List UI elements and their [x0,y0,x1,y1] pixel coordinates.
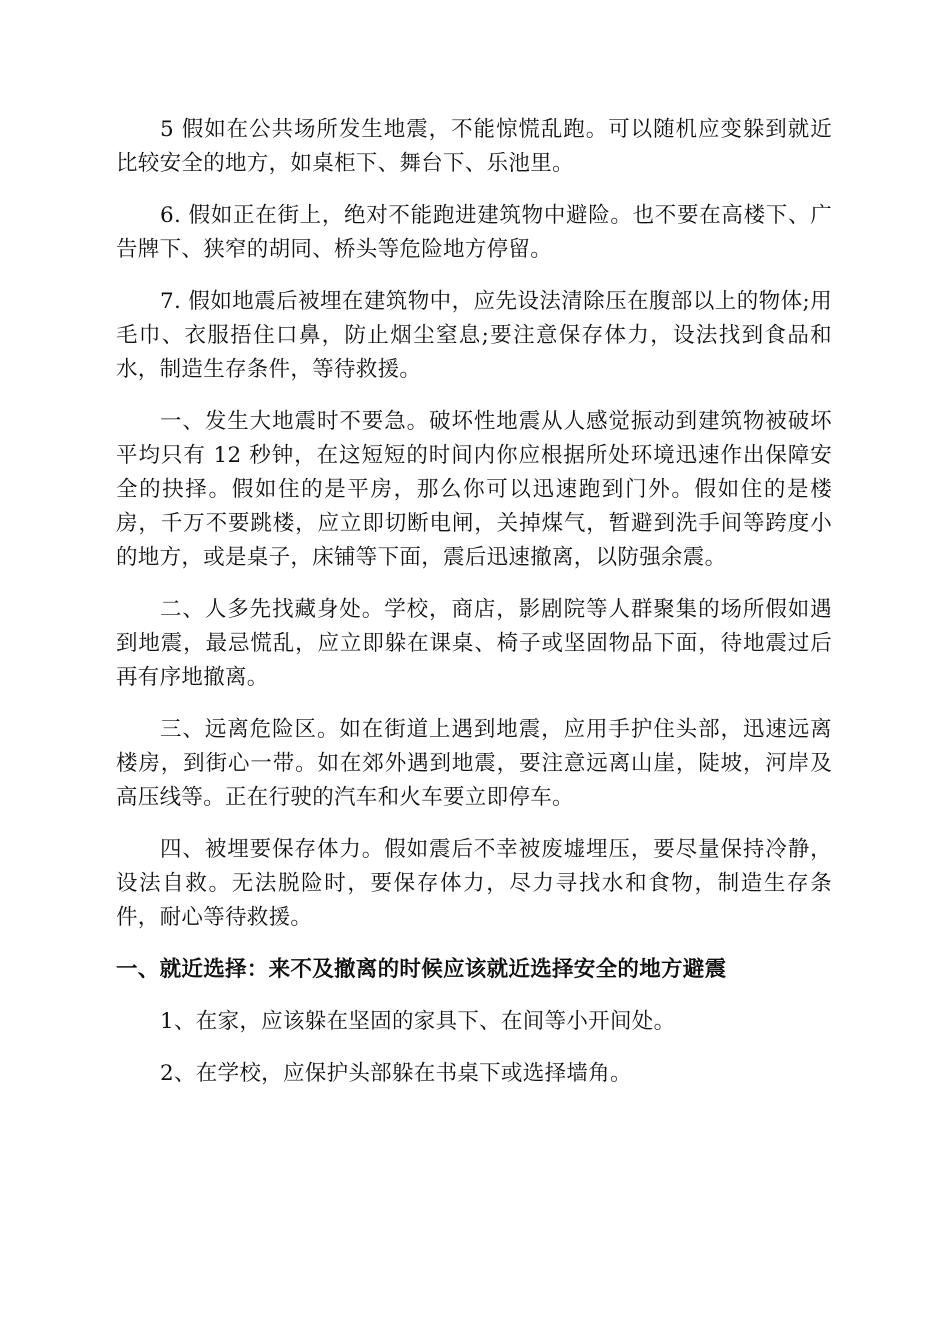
paragraph-buried: 7. 假如地震后被埋在建筑物中，应先设法清除压在腹部以上的物体;用毛巾、衣服捂住口鼻，防止烟尘窒息;要注意保存体力，设法找到食品和水，制造生存条件，等待救援。 [116,289,832,382]
paragraph-on-street: 6. 假如正在街上，绝对不能跑进建筑物中避险。也不要在高楼下、广告牌下、狭窄的胡同、桥头等危险地方停留。 [116,203,832,262]
paragraph-at-home: 1、在家，应该躲在坚固的家具下、在间等小开间处。 [160,1009,676,1034]
paragraph-find-shelter: 二、人多先找藏身处。学校，商店，影剧院等人群聚集的场所假如遇到地震，最忌慌乱，应立即躲在课桌、椅子或坚固物品下面，待地震过后再有序地撤离。 [116,597,832,690]
paragraph-public-place: 5 假如在公共场所发生地震，不能惊慌乱跑。可以随机应变躲到就近比较安全的地方，如桌柜下、舞台下、乐池里。 [116,117,832,176]
document-page [116,113,832,1109]
section-heading: 一、就近选择：来不及撤离的时候应该就近选择安全的地方避震 [116,957,727,982]
paragraph-avoid-danger: 三、远离危险区。如在街道上遇到地震，应用手护住头部，迅速远离楼房，到街心一带。如在郊外遇到地震，要注意远离山崖，陡坡，河岸及高压线等。正在行驶的汽车和火车要立即停车。 [116,717,832,810]
paragraph-dont-panic: 一、发生大地震时不要急。破坏性地震从人感觉振动到建筑物被破坏平均只有 12 秒钟，在这短短的时间内你应根据所处环境迅速作出保障安全的抉择。假如住的是平房，那么你可以迅速跑到门外。假如住的是楼房，千万不要跳楼，应立即切断电闸，关掉煤气，暂避到洗手间等跨度小的地方，或是桌子，床铺等下面，震后迅速撤离，以防强余震。 [116,409,832,570]
paragraph-at-school: 2、在学校，应保护头部躲在书桌下或选择墙角。 [160,1061,632,1086]
paragraph-save-strength: 四、被埋要保存体力。假如震后不幸被废墟埋压，要尽量保持冷静，设法自救。无法脱险时，要保存体力，尽力寻找水和食物，制造生存条件，耐心等待救援。 [116,837,832,930]
